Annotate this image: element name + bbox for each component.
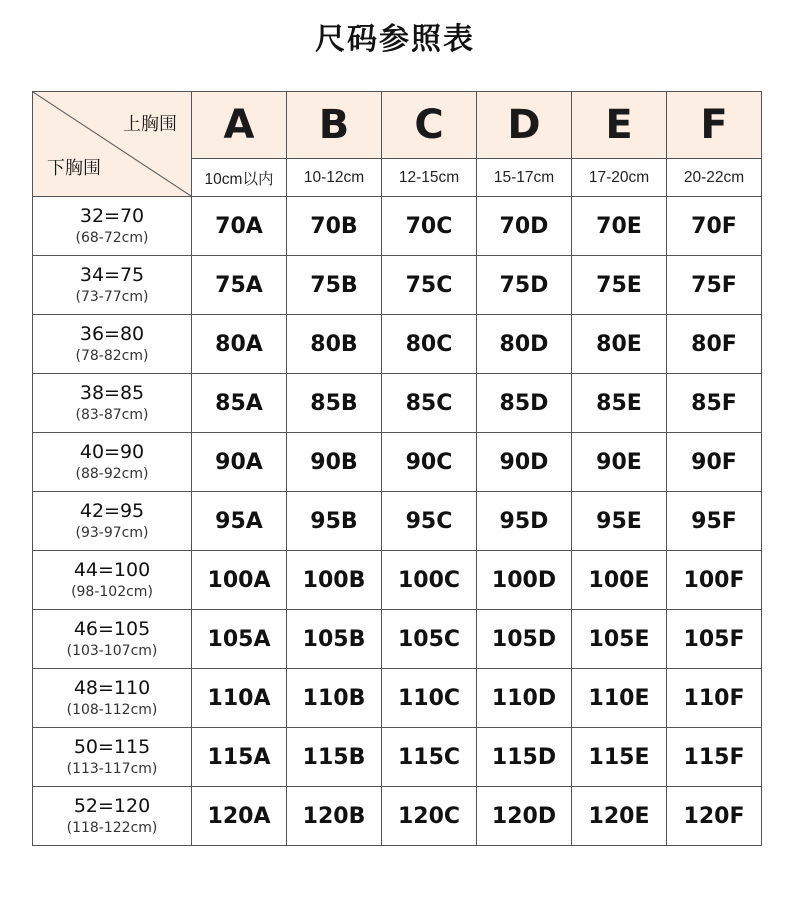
cup-range-0: 10cm以内 bbox=[192, 159, 287, 197]
size-cell: 80B bbox=[287, 315, 382, 374]
size-cell: 70A bbox=[192, 197, 287, 256]
size-cell: 80A bbox=[192, 315, 287, 374]
size-cell: 105C bbox=[382, 610, 477, 669]
size-cell: 120F bbox=[667, 787, 762, 846]
cup-range-5: 20-22cm bbox=[667, 159, 762, 197]
size-cell: 110F bbox=[667, 669, 762, 728]
size-cell: 115E bbox=[572, 728, 667, 787]
size-cell: 75F bbox=[667, 256, 762, 315]
band-size-cell bbox=[33, 315, 192, 374]
band-size-label: 36=80 bbox=[79, 323, 145, 346]
size-cell: 80C bbox=[382, 315, 477, 374]
band-cm-range: (73-77cm) bbox=[75, 288, 149, 305]
size-cell: 95E bbox=[572, 492, 667, 551]
size-cell: 105F bbox=[667, 610, 762, 669]
size-cell: 95C bbox=[382, 492, 477, 551]
cup-range-3: 15-17cm bbox=[477, 159, 572, 197]
size-cell: 70B bbox=[287, 197, 382, 256]
band-size-cell bbox=[33, 374, 192, 433]
table-row bbox=[33, 256, 762, 315]
band-size-label: 42=95 bbox=[79, 500, 145, 523]
band-size-cell bbox=[33, 197, 192, 256]
size-cell: 100A bbox=[192, 551, 287, 610]
band-cm-range: (88-92cm) bbox=[75, 465, 149, 482]
cup-range-4: 17-20cm bbox=[572, 159, 667, 197]
size-cell: 90F bbox=[667, 433, 762, 492]
size-cell: 85C bbox=[382, 374, 477, 433]
table-row bbox=[33, 669, 762, 728]
table-row bbox=[33, 728, 762, 787]
size-cell: 85E bbox=[572, 374, 667, 433]
size-cell: 105A bbox=[192, 610, 287, 669]
band-cm-range: (108-112cm) bbox=[66, 701, 158, 718]
size-cell: 115B bbox=[287, 728, 382, 787]
size-cell: 115C bbox=[382, 728, 477, 787]
band-cm-range: (93-97cm) bbox=[75, 524, 149, 541]
table-row bbox=[33, 315, 762, 374]
size-cell: 75B bbox=[287, 256, 382, 315]
band-cm-range: (98-102cm) bbox=[71, 583, 153, 600]
size-cell: 95D bbox=[477, 492, 572, 551]
cup-range-2: 12-15cm bbox=[382, 159, 477, 197]
size-cell: 100B bbox=[287, 551, 382, 610]
size-cell: 70F bbox=[667, 197, 762, 256]
table-row bbox=[33, 197, 762, 256]
band-size-cell bbox=[33, 669, 192, 728]
size-cell: 80E bbox=[572, 315, 667, 374]
table-row bbox=[33, 433, 762, 492]
size-cell: 115A bbox=[192, 728, 287, 787]
band-size-cell bbox=[33, 433, 192, 492]
size-cell: 100F bbox=[667, 551, 762, 610]
table-row bbox=[33, 492, 762, 551]
band-size-label: 50=115 bbox=[73, 736, 151, 759]
size-cell: 120E bbox=[572, 787, 667, 846]
size-cell: 90A bbox=[192, 433, 287, 492]
band-size-label: 52=120 bbox=[73, 795, 151, 818]
band-size-label: 48=110 bbox=[73, 677, 151, 700]
band-size-label: 44=100 bbox=[73, 559, 151, 582]
size-cell: 90D bbox=[477, 433, 572, 492]
size-cell: 110A bbox=[192, 669, 287, 728]
size-cell: 105E bbox=[572, 610, 667, 669]
size-chart-body bbox=[33, 92, 762, 846]
band-size-cell bbox=[33, 728, 192, 787]
cup-letter-4: E bbox=[572, 92, 667, 159]
size-cell: 80D bbox=[477, 315, 572, 374]
band-size-cell bbox=[33, 256, 192, 315]
band-cm-range: (83-87cm) bbox=[75, 406, 149, 423]
size-cell: 90C bbox=[382, 433, 477, 492]
page-title: 尺码参照表 bbox=[315, 22, 475, 57]
cup-letter-0: A bbox=[192, 92, 287, 159]
size-cell: 85F bbox=[667, 374, 762, 433]
size-cell: 120A bbox=[192, 787, 287, 846]
size-cell: 105B bbox=[287, 610, 382, 669]
cup-letter-5: F bbox=[667, 92, 762, 159]
band-cm-range: (118-122cm) bbox=[66, 819, 158, 836]
size-cell: 75C bbox=[382, 256, 477, 315]
size-cell: 95F bbox=[667, 492, 762, 551]
cup-letter-1: B bbox=[287, 92, 382, 159]
size-cell: 90B bbox=[287, 433, 382, 492]
size-cell: 100C bbox=[382, 551, 477, 610]
band-size-label: 38=85 bbox=[79, 382, 145, 405]
band-cm-range: (68-72cm) bbox=[75, 229, 149, 246]
band-size-cell bbox=[33, 492, 192, 551]
corner-header-cell bbox=[33, 92, 192, 197]
size-cell: 105D bbox=[477, 610, 572, 669]
upper-bust-label: 上胸围 bbox=[123, 114, 177, 135]
band-size-label: 34=75 bbox=[79, 264, 145, 287]
table-row bbox=[33, 787, 762, 846]
size-cell: 95B bbox=[287, 492, 382, 551]
size-cell: 85B bbox=[287, 374, 382, 433]
cup-range-1: 10-12cm bbox=[287, 159, 382, 197]
band-size-cell bbox=[33, 610, 192, 669]
header-row-letters bbox=[33, 92, 762, 159]
size-cell: 85A bbox=[192, 374, 287, 433]
cup-letter-3: D bbox=[477, 92, 572, 159]
size-cell: 100E bbox=[572, 551, 667, 610]
size-cell: 110E bbox=[572, 669, 667, 728]
table-row bbox=[33, 374, 762, 433]
band-size-label: 40=90 bbox=[79, 441, 145, 464]
size-cell: 110C bbox=[382, 669, 477, 728]
size-cell: 70C bbox=[382, 197, 477, 256]
table-row bbox=[33, 610, 762, 669]
size-cell: 115F bbox=[667, 728, 762, 787]
size-cell: 120B bbox=[287, 787, 382, 846]
size-cell: 110D bbox=[477, 669, 572, 728]
cup-letter-2: C bbox=[382, 92, 477, 159]
size-cell: 100D bbox=[477, 551, 572, 610]
band-size-label: 46=105 bbox=[73, 618, 151, 641]
size-cell: 75E bbox=[572, 256, 667, 315]
size-cell: 120C bbox=[382, 787, 477, 846]
size-cell: 90E bbox=[572, 433, 667, 492]
size-cell: 110B bbox=[287, 669, 382, 728]
band-size-label: 32=70 bbox=[79, 205, 145, 228]
band-cm-range: (78-82cm) bbox=[75, 347, 149, 364]
size-cell: 85D bbox=[477, 374, 572, 433]
table-row bbox=[33, 551, 762, 610]
size-cell: 75D bbox=[477, 256, 572, 315]
diagonal-divider bbox=[33, 92, 191, 196]
band-size-cell bbox=[33, 551, 192, 610]
size-cell: 75A bbox=[192, 256, 287, 315]
band-cm-range: (103-107cm) bbox=[66, 642, 158, 659]
size-cell: 95A bbox=[192, 492, 287, 551]
size-cell: 120D bbox=[477, 787, 572, 846]
size-cell: 70D bbox=[477, 197, 572, 256]
band-size-cell bbox=[33, 787, 192, 846]
size-cell: 115D bbox=[477, 728, 572, 787]
band-cm-range: (113-117cm) bbox=[66, 760, 158, 777]
under-bust-label: 下胸围 bbox=[47, 158, 101, 179]
size-cell: 80F bbox=[667, 315, 762, 374]
size-chart-table bbox=[32, 91, 762, 846]
size-cell: 70E bbox=[572, 197, 667, 256]
